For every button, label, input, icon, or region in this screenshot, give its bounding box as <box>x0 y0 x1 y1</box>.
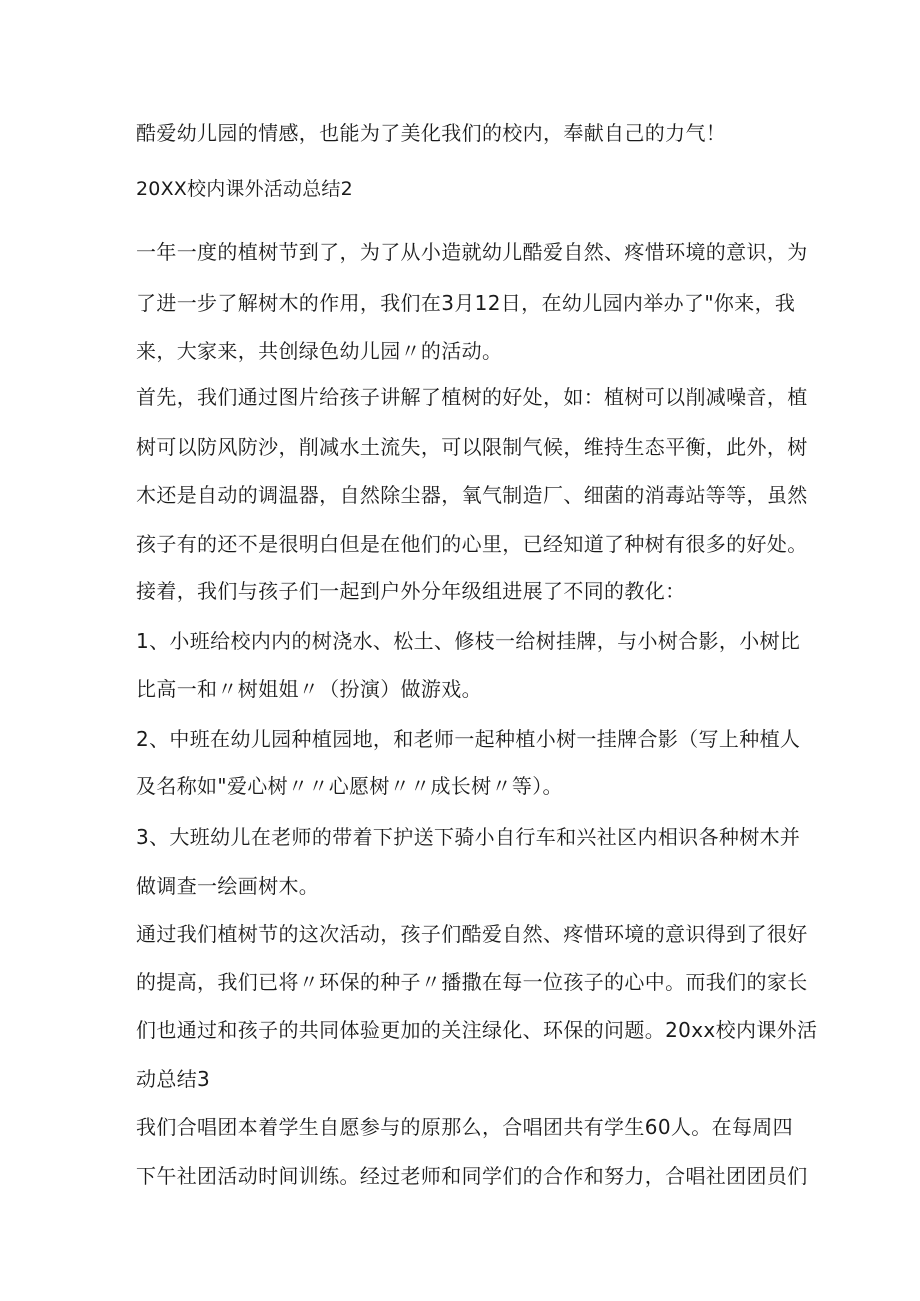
text-line-4: 了进一步了解树木的作用，我们在3月12日，在幼儿园内举办了"你来，我 <box>136 291 796 315</box>
text-line-3: 一年一度的植树节到了，为了从小造就幼儿酷爱自然、疼惜环境的意识，为 <box>136 240 808 264</box>
text-line-8: 木还是自动的调温器，自然除尘器，氧气制造厂、细菌的消毒站等等，虽然 <box>136 483 808 507</box>
text-line-17: 通过我们植树节的这次活动，孩子们酷爱自然、疼惜环境的意识得到了很好 <box>136 922 808 946</box>
text-line-22: 下午社团活动时间训练。经过老师和同学们的合作和努力，合唱社团团员们 <box>136 1164 808 1188</box>
text-line-21: 我们合唱团本着学生自愿参与的原那么，合唱团共有学生60人。在每周四 <box>136 1115 793 1139</box>
text-line-1: 酷爱幼儿园的情感，也能为了美化我们的校内，奉献自己的力气！ <box>136 121 727 145</box>
list-item-2-line-2: 及名称如"爱心树〃〃心愿树〃〃成长树〃等）。 <box>136 774 563 798</box>
list-item-2-line-1: 2、中班在幼儿园种植园地，和老师一起种植小树一挂牌合影（写上种植人 <box>136 727 801 751</box>
text-line-18: 的提高，我们已将〃环保的种子〃播撒在每一位孩子的心中。而我们的家长 <box>136 970 808 994</box>
text-line-6: 首先，我们通过图片给孩子讲解了植树的好处，如：植树可以削减噪音，植 <box>136 385 808 409</box>
text-line-7: 树可以防风防沙，削减水土流失，可以限制气候，维持生态平衡，此外，树 <box>136 435 808 459</box>
list-item-1-line-2: 比高一和〃树姐姐〃（扮演）做游戏。 <box>136 677 482 701</box>
text-line-5: 来，大家来，共创绿色幼儿园〃的活动。 <box>136 339 503 363</box>
text-line-9: 孩子有的还不是很明白但是在他们的心里，已经知道了种树有很多的好处。 <box>136 532 808 556</box>
text-line-19: 们也通过和孩子的共同体验更加的关注绿化、环保的问题。20xx校内课外活 <box>136 1018 818 1042</box>
text-line-20: 动总结3 <box>136 1067 211 1091</box>
list-item-3-line-2: 做调查一绘画树木。 <box>136 874 320 898</box>
text-line-10: 接着，我们与孩子们一起到户外分年级组进展了不同的教化： <box>136 579 686 603</box>
list-item-1-line-1: 1、小班给校内内的树浇水、松土、修枝一给树挂牌，与小树合影，小树比 <box>136 629 801 653</box>
section-heading-2: 20XX校内课外活动总结2 <box>136 178 353 200</box>
list-item-3-line-1: 3、大班幼儿在老师的带着下护送下骑小自行车和兴社区内相识各种树木并 <box>136 825 801 849</box>
